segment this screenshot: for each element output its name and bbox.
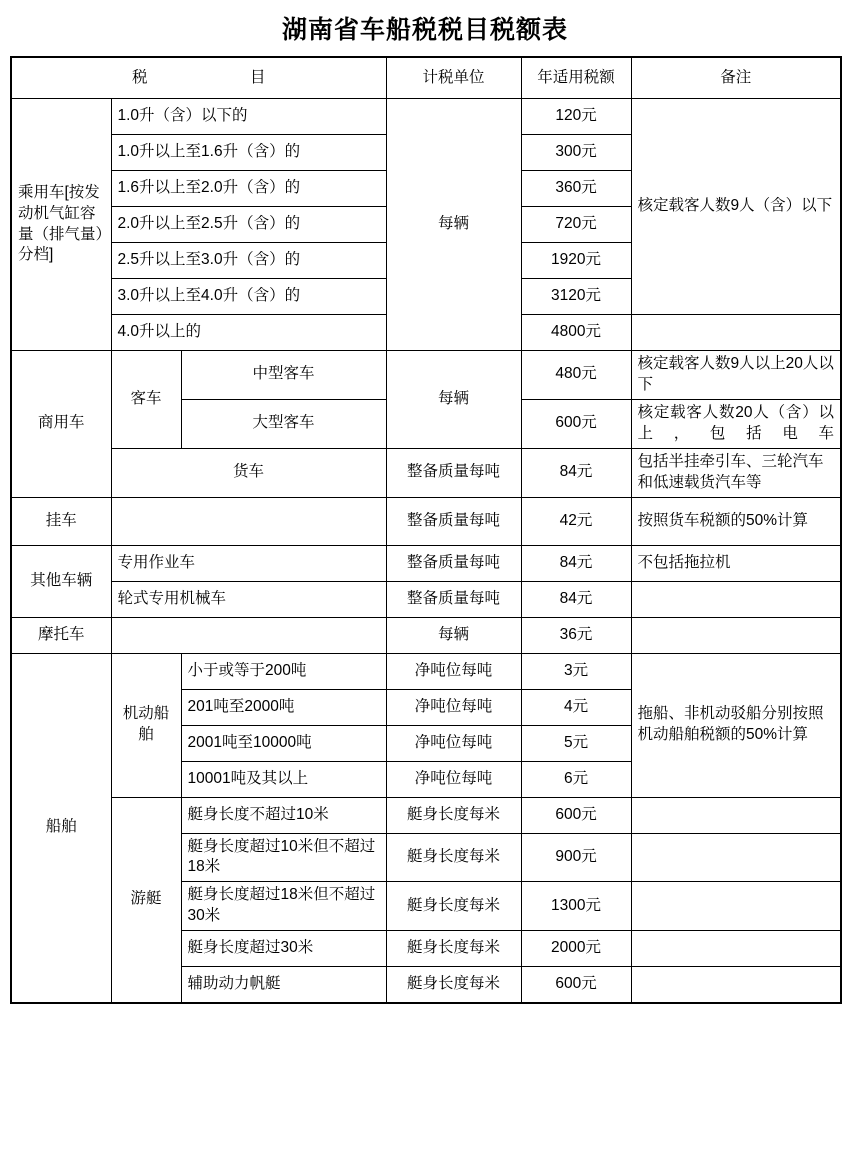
item-label: 1.6升以上至2.0升（含）的 — [111, 171, 386, 207]
amount-value: 1300元 — [521, 882, 631, 931]
item-truck: 货车 — [111, 448, 386, 497]
item-label: 中型客车 — [181, 351, 386, 400]
item-label: 1.0升以上至1.6升（含）的 — [111, 135, 386, 171]
amount-value: 84元 — [521, 545, 631, 581]
item-label: 4.0升以上的 — [111, 315, 386, 351]
header-unit: 计税单位 — [386, 57, 521, 99]
unit-value: 整备质量每吨 — [386, 448, 521, 497]
amount-value: 84元 — [521, 581, 631, 617]
amount-value: 4800元 — [521, 315, 631, 351]
amount-value: 5元 — [521, 725, 631, 761]
remark-vessel: 拖船、非机动驳船分别按照机动船舶税额的50%计算 — [631, 653, 841, 797]
remark-cell — [631, 882, 841, 931]
table-row — [11, 617, 841, 653]
header-amount: 年适用税额 — [521, 57, 631, 99]
amount-value: 3元 — [521, 653, 631, 689]
remark-cell — [631, 833, 841, 882]
category-commercial-vehicle: 商用车 — [11, 351, 111, 498]
item-label: 201吨至2000吨 — [181, 689, 386, 725]
remark-cell — [631, 581, 841, 617]
item-label: 2.5升以上至3.0升（含）的 — [111, 243, 386, 279]
table-row — [11, 797, 841, 833]
item-label: 大型客车 — [181, 399, 386, 448]
remark-cell: 核定载客人数9人以上20人以下 — [631, 351, 841, 400]
item-label: 小于或等于200吨 — [181, 653, 386, 689]
remark-cell — [631, 967, 841, 1003]
item-label: 轮式专用机械车 — [111, 581, 386, 617]
unit-value: 艇身长度每米 — [386, 882, 521, 931]
amount-value: 600元 — [521, 797, 631, 833]
remark-cell: 按照货车税额的50%计算 — [631, 497, 841, 545]
remark-cell: 核定载客人数20人（含）以上，包括电车 — [631, 399, 841, 448]
item-label: 1.0升（含）以下的 — [111, 99, 386, 135]
amount-value: 42元 — [521, 497, 631, 545]
amount-value: 600元 — [521, 399, 631, 448]
category-other-vehicles: 其他车辆 — [11, 545, 111, 617]
header-item: 税 目 — [11, 57, 386, 99]
remark-cell: 包括半挂牵引车、三轮汽车和低速载货汽车等 — [631, 448, 841, 497]
item-label — [111, 617, 386, 653]
unit-value: 每辆 — [386, 617, 521, 653]
item-label: 专用作业车 — [111, 545, 386, 581]
category-motorcycle: 摩托车 — [11, 617, 111, 653]
remark-cell — [631, 931, 841, 967]
unit-value: 艇身长度每米 — [386, 797, 521, 833]
category-trailer: 挂车 — [11, 497, 111, 545]
unit-value: 整备质量每吨 — [386, 497, 521, 545]
table-row — [11, 351, 841, 400]
unit-bus: 每辆 — [386, 351, 521, 449]
item-label: 2.0升以上至2.5升（含）的 — [111, 207, 386, 243]
unit-value: 净吨位每吨 — [386, 761, 521, 797]
group-bus: 客车 — [111, 351, 181, 449]
unit-passenger: 每辆 — [386, 99, 521, 351]
unit-value: 净吨位每吨 — [386, 689, 521, 725]
header-remark: 备注 — [631, 57, 841, 99]
amount-value: 36元 — [521, 617, 631, 653]
amount-value: 2000元 — [521, 931, 631, 967]
amount-value: 600元 — [521, 967, 631, 1003]
unit-value: 艇身长度每米 — [386, 931, 521, 967]
item-label: 3.0升以上至4.0升（含）的 — [111, 279, 386, 315]
unit-value: 艇身长度每米 — [386, 967, 521, 1003]
amount-value: 6元 — [521, 761, 631, 797]
unit-value: 整备质量每吨 — [386, 581, 521, 617]
amount-value: 1920元 — [521, 243, 631, 279]
table-row — [11, 99, 841, 135]
amount-value: 720元 — [521, 207, 631, 243]
group-motorized-vessel: 机动船舶 — [111, 653, 181, 797]
tax-rate-table — [10, 56, 842, 1004]
amount-value: 84元 — [521, 448, 631, 497]
amount-value: 3120元 — [521, 279, 631, 315]
remark-cell — [631, 797, 841, 833]
group-yacht: 游艇 — [111, 797, 181, 1003]
remark-cell: 不包括拖拉机 — [631, 545, 841, 581]
category-vessel: 船舶 — [11, 653, 111, 1003]
item-label: 10001吨及其以上 — [181, 761, 386, 797]
amount-value: 4元 — [521, 689, 631, 725]
item-label: 艇身长度超过10米但不超过18米 — [181, 833, 386, 882]
table-row — [11, 448, 841, 497]
amount-value: 120元 — [521, 99, 631, 135]
item-label: 艇身长度超过18米但不超过30米 — [181, 882, 386, 931]
unit-value: 整备质量每吨 — [386, 545, 521, 581]
page-title: 湖南省车船税税目税额表 — [281, 16, 568, 44]
amount-value: 360元 — [521, 171, 631, 207]
unit-value: 艇身长度每米 — [386, 833, 521, 882]
amount-value: 900元 — [521, 833, 631, 882]
table-row — [11, 581, 841, 617]
remark-cell — [631, 617, 841, 653]
table-row — [11, 545, 841, 581]
category-passenger-car: 乘用车[按发动机气缸容量（排气量）分档] — [11, 99, 111, 351]
table-row — [11, 653, 841, 689]
table-row — [11, 497, 841, 545]
amount-value: 480元 — [521, 351, 631, 400]
amount-value: 300元 — [521, 135, 631, 171]
item-label — [111, 497, 386, 545]
table-header-row — [11, 57, 841, 99]
item-label: 辅助动力帆艇 — [181, 967, 386, 1003]
item-label: 2001吨至10000吨 — [181, 725, 386, 761]
item-label: 艇身长度超过30米 — [181, 931, 386, 967]
item-label: 艇身长度不超过10米 — [181, 797, 386, 833]
unit-value: 净吨位每吨 — [386, 653, 521, 689]
remark-passenger: 核定载客人数9人（含）以下 — [631, 99, 841, 315]
unit-value: 净吨位每吨 — [386, 725, 521, 761]
